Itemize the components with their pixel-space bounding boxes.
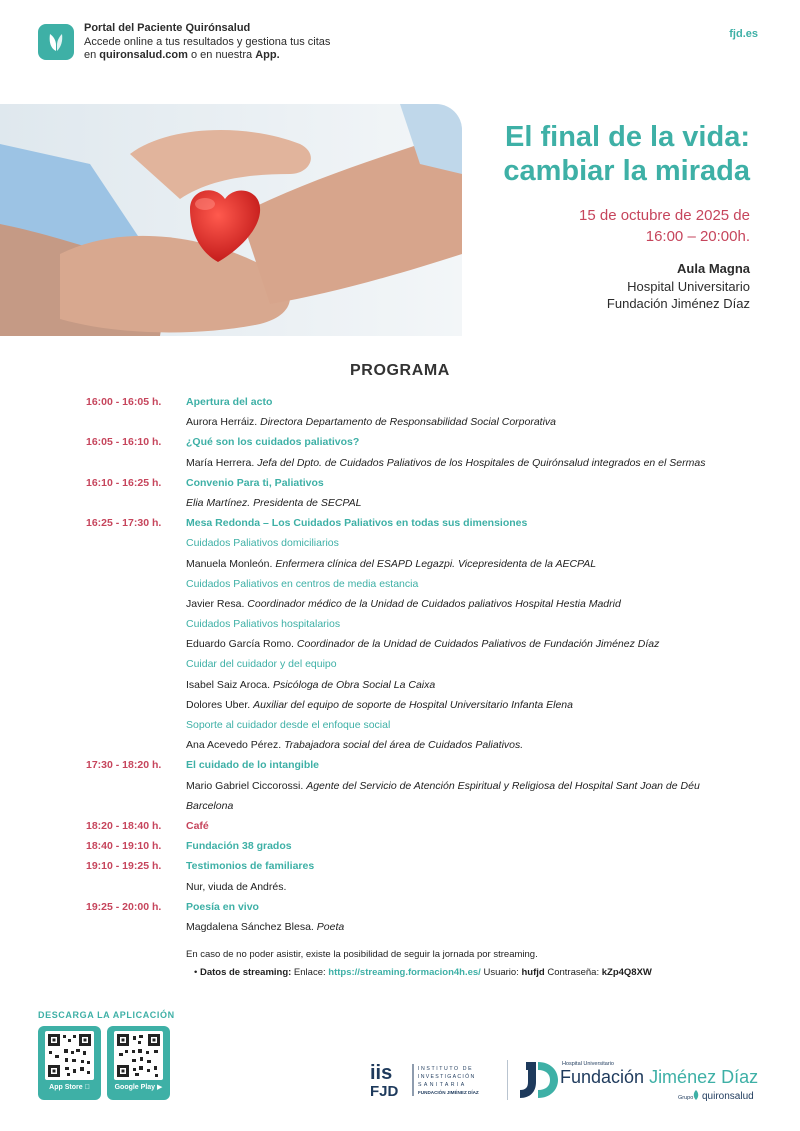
logo-divider — [507, 1060, 508, 1100]
speaker-name: Aurora Herráiz. — [186, 416, 261, 429]
speaker-name: Dolores Uber. — [186, 698, 254, 711]
program-session-title: Apertura del acto — [186, 396, 273, 408]
speaker-role: Psicóloga de Obra Social La Caixa — [272, 678, 436, 691]
app-store-label: App Store — [38, 1084, 101, 1091]
program-session-title: Poesía en vivo — [186, 900, 259, 913]
hero-image-hands-holding-heart — [0, 104, 462, 336]
program-session-title: Testimonios de familiares — [186, 860, 315, 873]
program-session-title: El cuidado de lo intangible — [186, 759, 320, 772]
portal-line1: Accede online a tus resultados y gestiona tus citas — [84, 35, 331, 48]
program-row — [86, 917, 766, 937]
program-row — [86, 634, 766, 654]
speaker-name: Nur, viuda de Andrés. — [186, 880, 287, 893]
play-icon: ▶ — [157, 1084, 163, 1091]
portal-line2: en quironsalud.com o en nuestra App. — [84, 49, 280, 61]
portal-site-link[interactable]: quironsalud.com — [99, 49, 188, 61]
streaming-password: kZp4Q8XW — [601, 967, 652, 978]
apple-icon — [85, 1084, 90, 1091]
streaming-link[interactable]: https://streaming.formacion4h.es/ — [328, 967, 481, 978]
program-speaker — [186, 453, 705, 473]
program-row — [86, 715, 766, 735]
site-link[interactable]: fjd.es — [729, 28, 758, 40]
program-row — [86, 574, 766, 594]
program-session-title: Fundación 38 grados — [186, 840, 292, 853]
program-time: 16:00 - 16:05 h. — [86, 396, 162, 408]
quironsalud-brand: quironsalud — [702, 1091, 754, 1102]
iis-fjd-logo — [370, 1062, 500, 1100]
program-subtopic: Cuidados Paliativos domiciliarios — [186, 537, 339, 550]
program-subtopic: Cuidados Paliativos en centros de media estancia — [186, 577, 419, 590]
program-row — [86, 695, 766, 715]
program-speaker — [186, 554, 596, 574]
event-date: 15 de octubre de 2025 de 16:00 – 20:00h. — [579, 207, 750, 245]
program-session-title: Mesa Redonda – Los Cuidados Paliativos en todas sus dimensiones — [186, 517, 528, 530]
speaker-name: Ana Acevedo Pérez. — [186, 739, 285, 752]
program-row — [86, 554, 766, 574]
iis-logo-fjd: FJD — [370, 1083, 399, 1100]
speaker-role: Jefa del Dpto. de Cuidados Paliativos de los Hospitales de Quirónsalud integrados en el Sermas — [257, 456, 706, 469]
streaming-info — [186, 946, 652, 982]
streaming-details: • Datos de streaming: Enlace: https://streaming.formacion4h.es/ Usuario: hufjd Contraseña: kZp4Q8XW — [194, 967, 652, 978]
svg-text:Fundación Jiménez Díaz: Fundación Jiménez Díaz — [560, 1067, 759, 1087]
program-session-title: Convenio Para ti, Paliativos — [186, 476, 324, 489]
program-row — [86, 392, 766, 412]
event-room: Aula Magna — [677, 261, 750, 276]
program-speaker — [186, 917, 344, 937]
program-time: 19:10 - 19:25 h. — [86, 860, 162, 873]
speaker-role: Trabajadora social del área de Cuidados Paliativos. — [284, 739, 524, 752]
program-session-title: Café — [186, 819, 209, 832]
speaker-name: Isabel Saiz Aroca. — [186, 678, 273, 691]
speaker-role: Barcelona — [186, 799, 234, 812]
program-row — [86, 735, 766, 755]
program-row — [86, 755, 766, 775]
event-title: El final de la vida: cambiar la mirada — [503, 121, 750, 187]
program-row — [86, 776, 766, 796]
program-speaker — [186, 877, 286, 897]
speaker-name: Eduardo García Romo. — [186, 638, 297, 651]
speaker-role: Auxiliar del equipo de soporte de Hospital Universitario Infanta Elena — [253, 698, 573, 711]
program-row — [86, 675, 766, 695]
speaker-role: Agente del Servicio de Atención Espiritual y Religiosa del Hospital Sant Joan de Déu — [306, 779, 700, 792]
program-row — [86, 816, 766, 836]
speaker-role: Coordinador médico de la Unidad de Cuidados paliativos Hospital Hestia Madrid — [247, 597, 621, 610]
speaker-role: Poeta — [316, 920, 345, 933]
speaker-name: Magdalena Sánchez Blesa. — [186, 920, 317, 933]
streaming-label: Datos de streaming: — [199, 967, 292, 978]
program-row — [86, 473, 766, 493]
svg-text:FUNDACIÓN JIMÉNEZ DÍAZ: FUNDACIÓN JIMÉNEZ DÍAZ — [418, 1090, 479, 1095]
header — [38, 22, 762, 64]
program-speaker — [186, 412, 556, 432]
program-time: 17:30 - 18:20 h. — [86, 759, 162, 772]
speaker-role: Enfermera clínica del ESAPD Legazpi. Vicepresidenta de la AECPAL — [275, 557, 597, 570]
app-store-qr-code — [45, 1031, 94, 1080]
google-play-qr-button[interactable] — [107, 1026, 170, 1100]
program-speaker — [186, 796, 233, 816]
program-subtopic: Cuidar del cuidador y del equipo — [186, 658, 337, 671]
streaming-user: hufjd — [521, 967, 545, 978]
program-speaker — [186, 695, 573, 715]
speaker-name: Javier Resa. — [186, 597, 248, 610]
program-row — [86, 836, 766, 856]
fundacion-jimenez-diaz-logo — [516, 1056, 766, 1104]
program-speaker — [186, 675, 435, 695]
program-subtopic: Soporte al cuidador desde el enfoque social — [186, 719, 391, 731]
svg-text:INVESTIGACIÓN: INVESTIGACIÓN — [418, 1074, 476, 1080]
program-time: 16:05 - 16:10 h. — [86, 436, 162, 449]
program-row — [86, 493, 766, 513]
program-speaker — [186, 735, 523, 755]
google-play-label: Google Play ▶ — [114, 1084, 163, 1091]
program-heading: PROGRAMA — [350, 362, 450, 379]
streaming-intro: En caso de no poder asistir, existe la posibilidad de seguir la jornada por streaming. — [186, 949, 538, 960]
program-row — [86, 856, 766, 876]
program-row — [86, 614, 766, 634]
speaker-name: Mario Gabriel Ciccorossi. — [186, 779, 307, 792]
program-row — [86, 513, 766, 533]
speaker-role: Directora Departamento de Responsabilidad Social Corporativa — [260, 416, 557, 429]
quironsalud-app-logo-icon — [38, 24, 74, 60]
svg-text:Grupo: Grupo — [678, 1095, 694, 1101]
svg-text:INSTITUTO DE: INSTITUTO DE — [418, 1066, 474, 1072]
program-row — [86, 533, 766, 553]
program-session-title: ¿Qué son los cuidados paliativos? — [186, 436, 360, 449]
portal-info — [84, 22, 330, 63]
app-store-qr-button[interactable] — [38, 1026, 101, 1100]
program-row — [86, 412, 766, 432]
svg-text:Hospital Universitario: Hospital Universitario — [562, 1061, 614, 1067]
speaker-name: María Herrera. — [186, 456, 258, 469]
program-list — [86, 392, 766, 937]
portal-title: Portal del Paciente Quirónsalud — [84, 22, 251, 34]
program-speaker — [186, 776, 700, 796]
program-row — [86, 897, 766, 917]
program-speaker — [186, 493, 361, 513]
program-subtopic: Cuidados Paliativos hospitalarios — [186, 618, 341, 631]
program-time: 18:20 - 18:40 h. — [86, 819, 162, 832]
program-speaker — [186, 594, 621, 614]
program-row — [86, 796, 766, 816]
program-time: 16:25 - 17:30 h. — [86, 517, 162, 530]
speaker-role: Coordinador de la Unidad de Cuidados Paliativos de Fundación Jiménez Díaz — [296, 638, 660, 651]
iis-logo-mark: iis — [370, 1062, 393, 1084]
program-row — [86, 453, 766, 473]
program-row — [86, 654, 766, 674]
program-row — [86, 877, 766, 897]
download-app-label: DESCARGA LA APLICACIÓN — [38, 1010, 175, 1020]
program-row — [86, 432, 766, 452]
program-time: 16:10 - 16:25 h. — [86, 476, 162, 489]
svg-text:SANITARIA: SANITARIA — [418, 1082, 467, 1088]
program-time: 19:25 - 20:00 h. — [86, 900, 162, 913]
speaker-name: Manuela Monleón. — [186, 557, 276, 570]
program-time: 18:40 - 19:10 h. — [86, 840, 162, 853]
program-row — [86, 594, 766, 614]
speaker-role: Elia Martínez. Presidenta de SECPAL — [186, 496, 362, 509]
google-play-qr-code — [114, 1031, 163, 1080]
program-speaker — [186, 634, 659, 654]
event-venue: Aula Magna Hospital Universitario Fundación Jiménez Díaz — [420, 260, 750, 313]
